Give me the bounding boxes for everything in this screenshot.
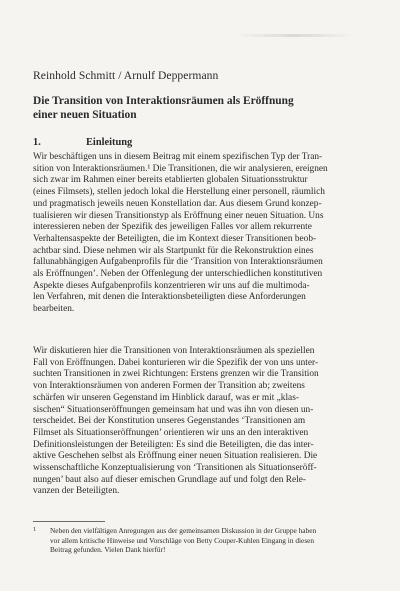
text-line: sition von Interaktionsräumen.¹ Die Transitionen, die wir analysieren, ereignen <box>33 163 328 174</box>
authors: Reinhold Schmitt / Arnulf Deppermann <box>33 69 219 82</box>
text-line: bearbeiten. <box>33 304 75 315</box>
footnote-text: Neben den vielfältigen Anregungen aus der gemeinsamen Diskussion in der Gruppe haben <box>50 526 317 535</box>
header-smudge <box>235 34 355 37</box>
text-line: len Verfahren, mit denen die Interaktionsbeteiligten diese Anforderungen <box>33 292 306 303</box>
footnote <box>33 526 371 555</box>
text-line: Fall von Eröffnungen. Dabei konturieren wir die Spezifik der von uns unter- <box>33 357 319 368</box>
chapter-title <box>33 94 363 122</box>
text-line: (eines Filmsets), stellen jedoch lokal die Herstellung einer personell, räumlich <box>33 187 325 198</box>
text-line: wissenschaftliche Konzeptualisierung von ‘Transitionen als Situationseröff- <box>33 463 317 474</box>
footnote-line: vor allem kritische Hinweise und Vorschläge von Betty Couper-Kuhlen Eingang in diesen <box>50 535 315 545</box>
text-line: sischen“ Situationseröffnungen gemeinsam hat und was ihn von diesen un- <box>33 404 314 415</box>
paragraph-2 <box>33 346 371 498</box>
text-line: aktive Geschehen selbst als Eröffnung einer neuen Situation realisieren. Die <box>33 451 318 462</box>
text-line: Wir beschäftigen uns in diesem Beitrag mit einem spezifischen Typ der Tran- <box>33 152 323 162</box>
text-line: und pragmatisch jeweils neuen Konstellation dar. Aus diesem Grund konzep- <box>33 198 322 209</box>
text-line: Verhaltensaspekte der Beteiligten, die im Kontext dieser Transitionen beob- <box>33 233 317 244</box>
text-line: als Eröffnungen’. Neben der Offenlegung der unterschiedlichen konstitutiven <box>33 269 323 280</box>
title-line-1: Die Transition von Interaktionsräumen als Eröffnung <box>33 95 294 107</box>
footnote-marker: 1 <box>33 526 37 533</box>
text-line: schärfen wir unseren Gegenstand im Hinblick darauf, was er mit „klas- <box>33 392 299 403</box>
text-line: tualisieren wir diesen Transitionstyp als Eröffnung einer neuen Situation. Uns <box>33 210 324 221</box>
section-number: 1. <box>33 137 41 148</box>
paragraph-1 <box>33 152 371 316</box>
section-title: Einleitung <box>86 137 133 148</box>
section-heading <box>33 136 333 149</box>
text-line: sich zwar im Rahmen einer bereits etablierten globalen Situationsstruktur <box>33 175 308 186</box>
footnote-line <box>33 526 371 536</box>
footnote-line: Beitrag gefunden. Vielen Dank hierfür! <box>50 545 166 554</box>
text-line: Aspekte dieses Aufgabenprofils konzentrieren wir uns auf die multimoda- <box>33 280 310 291</box>
footnote-rule <box>33 521 105 522</box>
text-line: Definitionsleistungen der Beteiligten: Es sind die Beteiligten, die das inter- <box>33 439 314 450</box>
text-line: achtbar sind. Diese nehmen wir als Startpunkt für die Rekonstruktion eines <box>33 245 314 256</box>
text-line: fallunabhängigen Aufgabenprofils für die ‘Transition von Interaktionsräumen <box>33 257 323 268</box>
text-line: von Interaktionsräumen von anderen Formen der Transition ab; zweitens <box>33 381 305 392</box>
text-line: vanzen der Beteiligten. <box>33 486 120 497</box>
text-line: interessieren neben der Spezifik des jeweiligen Falles vor allem rekurrente <box>33 222 312 233</box>
text-line: terscheidet. Bei der Konstitution unseres Gegenstandes ‘Transitionen am <box>33 416 306 427</box>
text-line: Wir diskutieren hier die Transitionen von Interaktionsräumen als speziellen <box>33 346 315 356</box>
title-line-2: einer neuen Situation <box>33 109 137 121</box>
text-line: nungen’ baut also auf dieser emischen Grundlage auf und folgt den Rele- <box>33 474 307 485</box>
text-line: suchten Transitionen in zwei Richtungen: Erstens grenzen wir die Transition <box>33 369 319 380</box>
text-line: Filmset als Situationseröffnungen’ orientieren wir uns an den interaktiven <box>33 427 309 438</box>
